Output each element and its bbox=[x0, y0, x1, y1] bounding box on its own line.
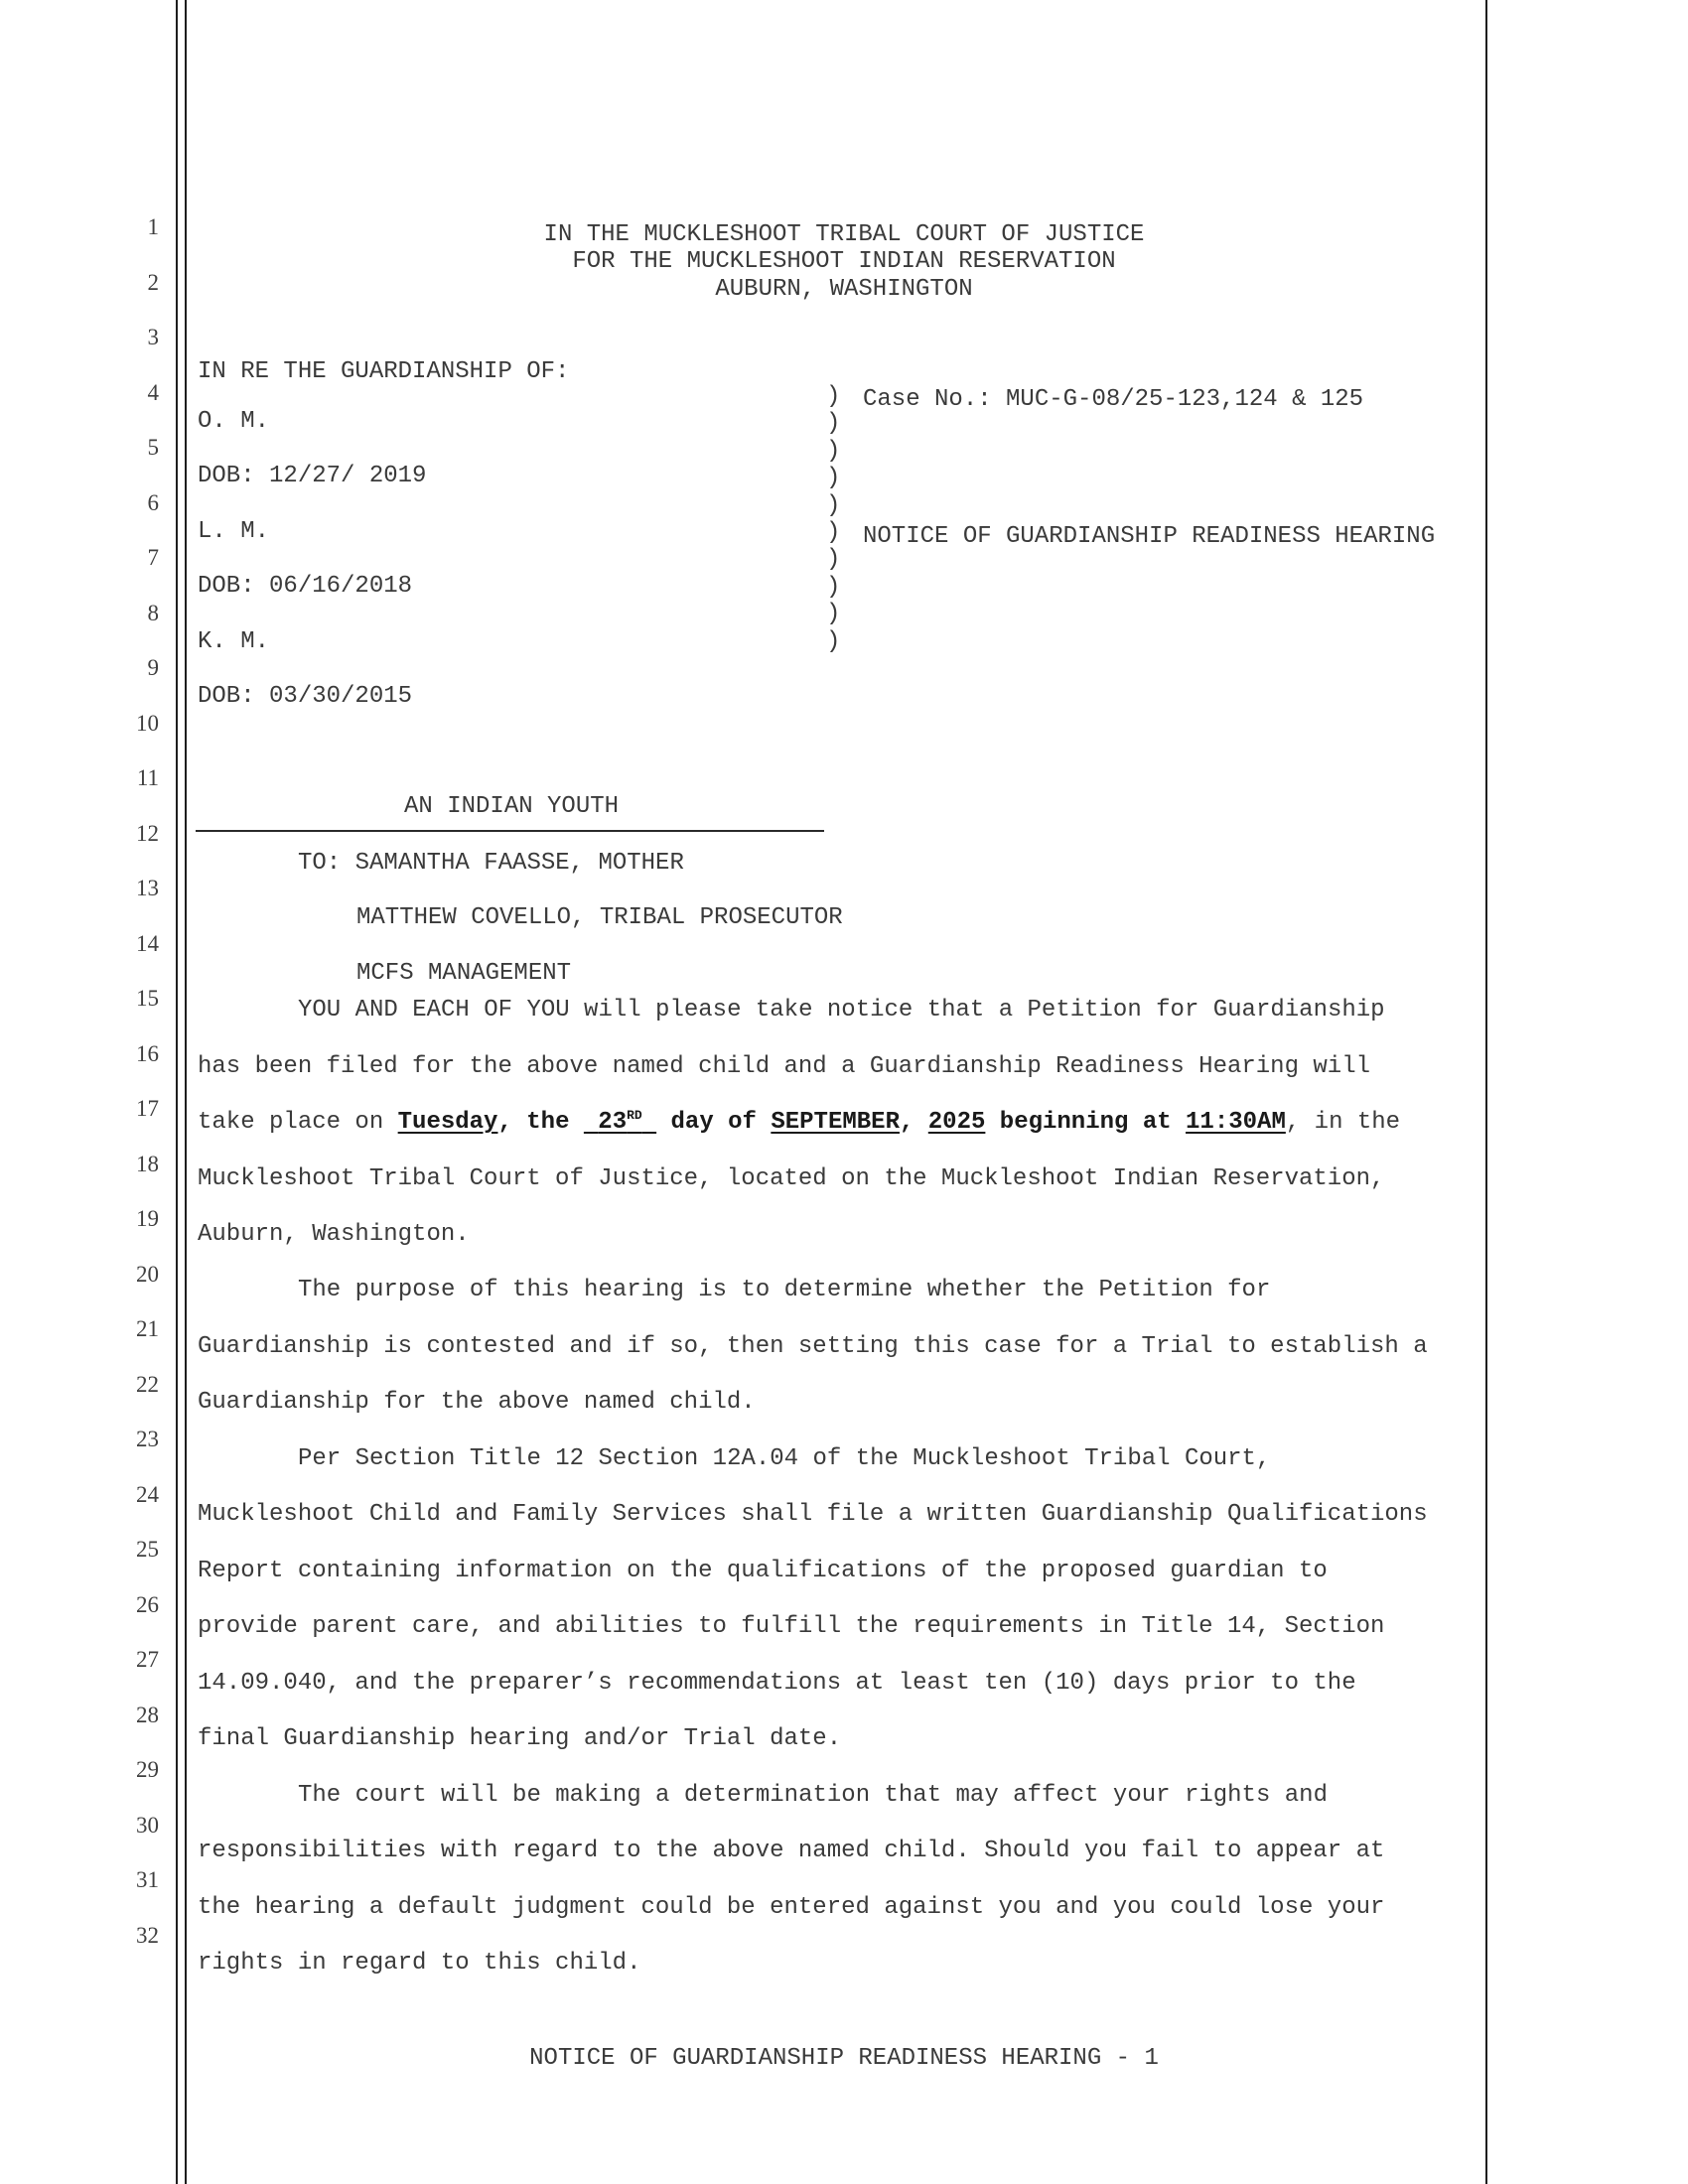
in-re-label: IN RE THE GUARDIANSHIP OF: bbox=[198, 358, 570, 385]
notice-line-2: has been filed for the above named child and a Guardianship Readiness Hearing will bbox=[198, 1053, 1370, 1080]
caption-parentheses: ) ) ) ) ) ) ) ) ) ) bbox=[826, 383, 841, 655]
line-number: 4 bbox=[147, 380, 159, 405]
caption-divider bbox=[196, 830, 824, 832]
left-margin-rule bbox=[176, 0, 178, 2184]
page-footer: NOTICE OF GUARDIANSHIP READINESS HEARING - 1 bbox=[529, 2045, 1159, 2072]
determination-line-4: rights in regard to this child. bbox=[198, 1950, 641, 1977]
line-number: 25 bbox=[136, 1537, 159, 1562]
line-number: 30 bbox=[136, 1813, 159, 1838]
line-number: 31 bbox=[136, 1867, 159, 1892]
court-name: IN THE MUCKLESHOOT TRIBAL COURT OF JUSTICE bbox=[543, 221, 1145, 248]
determination-line-2: responsibilities with regard to the above named child. Should you fail to appear at bbox=[198, 1838, 1385, 1864]
line-number: 11 bbox=[136, 765, 159, 790]
hearing-day: 23RD bbox=[598, 1108, 642, 1136]
section-line-6: final Guardianship hearing and/or Trial date. bbox=[198, 1725, 842, 1752]
hearing-year: 2025 bbox=[927, 1109, 986, 1136]
line-number: 21 bbox=[136, 1316, 159, 1341]
child-1-name: O. M. bbox=[198, 408, 270, 435]
court-location: AUBURN, WASHINGTON bbox=[715, 276, 973, 303]
line-number: 23 bbox=[136, 1427, 159, 1451]
section-line-3: Report containing information on the qualifications of the proposed guardian to bbox=[198, 1558, 1328, 1584]
purpose-line-3: Guardianship for the above named child. bbox=[198, 1389, 756, 1416]
left-margin-rule-inner bbox=[185, 0, 187, 2184]
line-number: 1 bbox=[147, 214, 159, 239]
child-1-dob: DOB: 12/27/ 2019 bbox=[198, 463, 427, 489]
child-2-dob: DOB: 06/16/2018 bbox=[198, 573, 413, 600]
section-line-4: provide parent care, and abilities to fulfill the requirements in Title 14, Section bbox=[198, 1613, 1385, 1640]
line-number: 2 bbox=[147, 270, 159, 295]
case-number: Case No.: MUC-G-08/25-123,124 & 125 bbox=[863, 386, 1364, 413]
hearing-month: SEPTEMBER bbox=[771, 1109, 900, 1136]
recipient-mother: TO: SAMANTHA FAASSE, MOTHER bbox=[298, 850, 684, 877]
line-number: 27 bbox=[136, 1647, 159, 1672]
line-number: 12 bbox=[136, 821, 159, 846]
line-number: 20 bbox=[136, 1262, 159, 1287]
line-number: 32 bbox=[136, 1923, 159, 1948]
line-number: 6 bbox=[147, 490, 159, 515]
recipient-prosecutor: MATTHEW COVELLO, TRIBAL PROSECUTOR bbox=[356, 904, 843, 931]
section-line-1: Per Section Title 12 Section 12A.04 of the Muckleshoot Tribal Court, bbox=[298, 1445, 1271, 1472]
hearing-time: 11:30AM bbox=[1186, 1109, 1286, 1136]
line-number: 14 bbox=[136, 931, 159, 956]
determination-line-3: the hearing a default judgment could be entered against you and you could lose your bbox=[198, 1894, 1385, 1921]
child-2-name: L. M. bbox=[198, 518, 270, 545]
purpose-line-1: The purpose of this hearing is to determine whether the Petition for bbox=[298, 1277, 1271, 1303]
line-number: 19 bbox=[136, 1206, 159, 1231]
line-number: 16 bbox=[136, 1041, 159, 1066]
hearing-day-of-week: Tuesday bbox=[397, 1109, 498, 1136]
line-number: 8 bbox=[147, 601, 159, 625]
section-line-2: Muckleshoot Child and Family Services shall file a written Guardianship Qualifications bbox=[198, 1501, 1428, 1528]
line-number: 15 bbox=[136, 986, 159, 1011]
recipient-mcfs: MCFS MANAGEMENT bbox=[356, 960, 572, 987]
notice-line-3: take place on Tuesday, the 23RD day of SEPTEMBER, 2025 beginning at 11:30AM, in the bbox=[198, 1108, 1401, 1136]
line-number: 5 bbox=[147, 435, 159, 460]
reservation-name: FOR THE MUCKLESHOOT INDIAN RESERVATION bbox=[572, 248, 1116, 275]
determination-line-1: The court will be making a determination that may affect your rights and bbox=[298, 1782, 1328, 1809]
line-number: 18 bbox=[136, 1152, 159, 1176]
notice-line-5: Auburn, Washington. bbox=[198, 1221, 470, 1248]
line-number: 29 bbox=[136, 1757, 159, 1782]
line-number: 28 bbox=[136, 1703, 159, 1727]
line-number: 7 bbox=[147, 545, 159, 570]
line-number: 17 bbox=[136, 1096, 159, 1121]
line-number: 13 bbox=[136, 876, 159, 900]
document-title: NOTICE OF GUARDIANSHIP READINESS HEARING bbox=[863, 523, 1436, 550]
line-number: 22 bbox=[136, 1372, 159, 1397]
child-3-dob: DOB: 03/30/2015 bbox=[198, 683, 413, 710]
line-number: 9 bbox=[147, 655, 159, 680]
line-number: 24 bbox=[136, 1482, 159, 1507]
notice-line-1: YOU AND EACH OF YOU will please take notice that a Petition for Guardianship bbox=[298, 997, 1385, 1024]
line-number: 10 bbox=[136, 711, 159, 736]
notice-line-4: Muckleshoot Tribal Court of Justice, located on the Muckleshoot Indian Reservation, bbox=[198, 1165, 1385, 1192]
youth-label: AN INDIAN YOUTH bbox=[404, 793, 620, 820]
line-number: 26 bbox=[136, 1592, 159, 1617]
section-line-5: 14.09.040, and the preparer’s recommendations at least ten (10) days prior to the bbox=[198, 1670, 1356, 1697]
child-3-name: K. M. bbox=[198, 628, 270, 655]
purpose-line-2: Guardianship is contested and if so, then setting this case for a Trial to establish a bbox=[198, 1333, 1428, 1360]
line-number: 3 bbox=[147, 325, 159, 349]
